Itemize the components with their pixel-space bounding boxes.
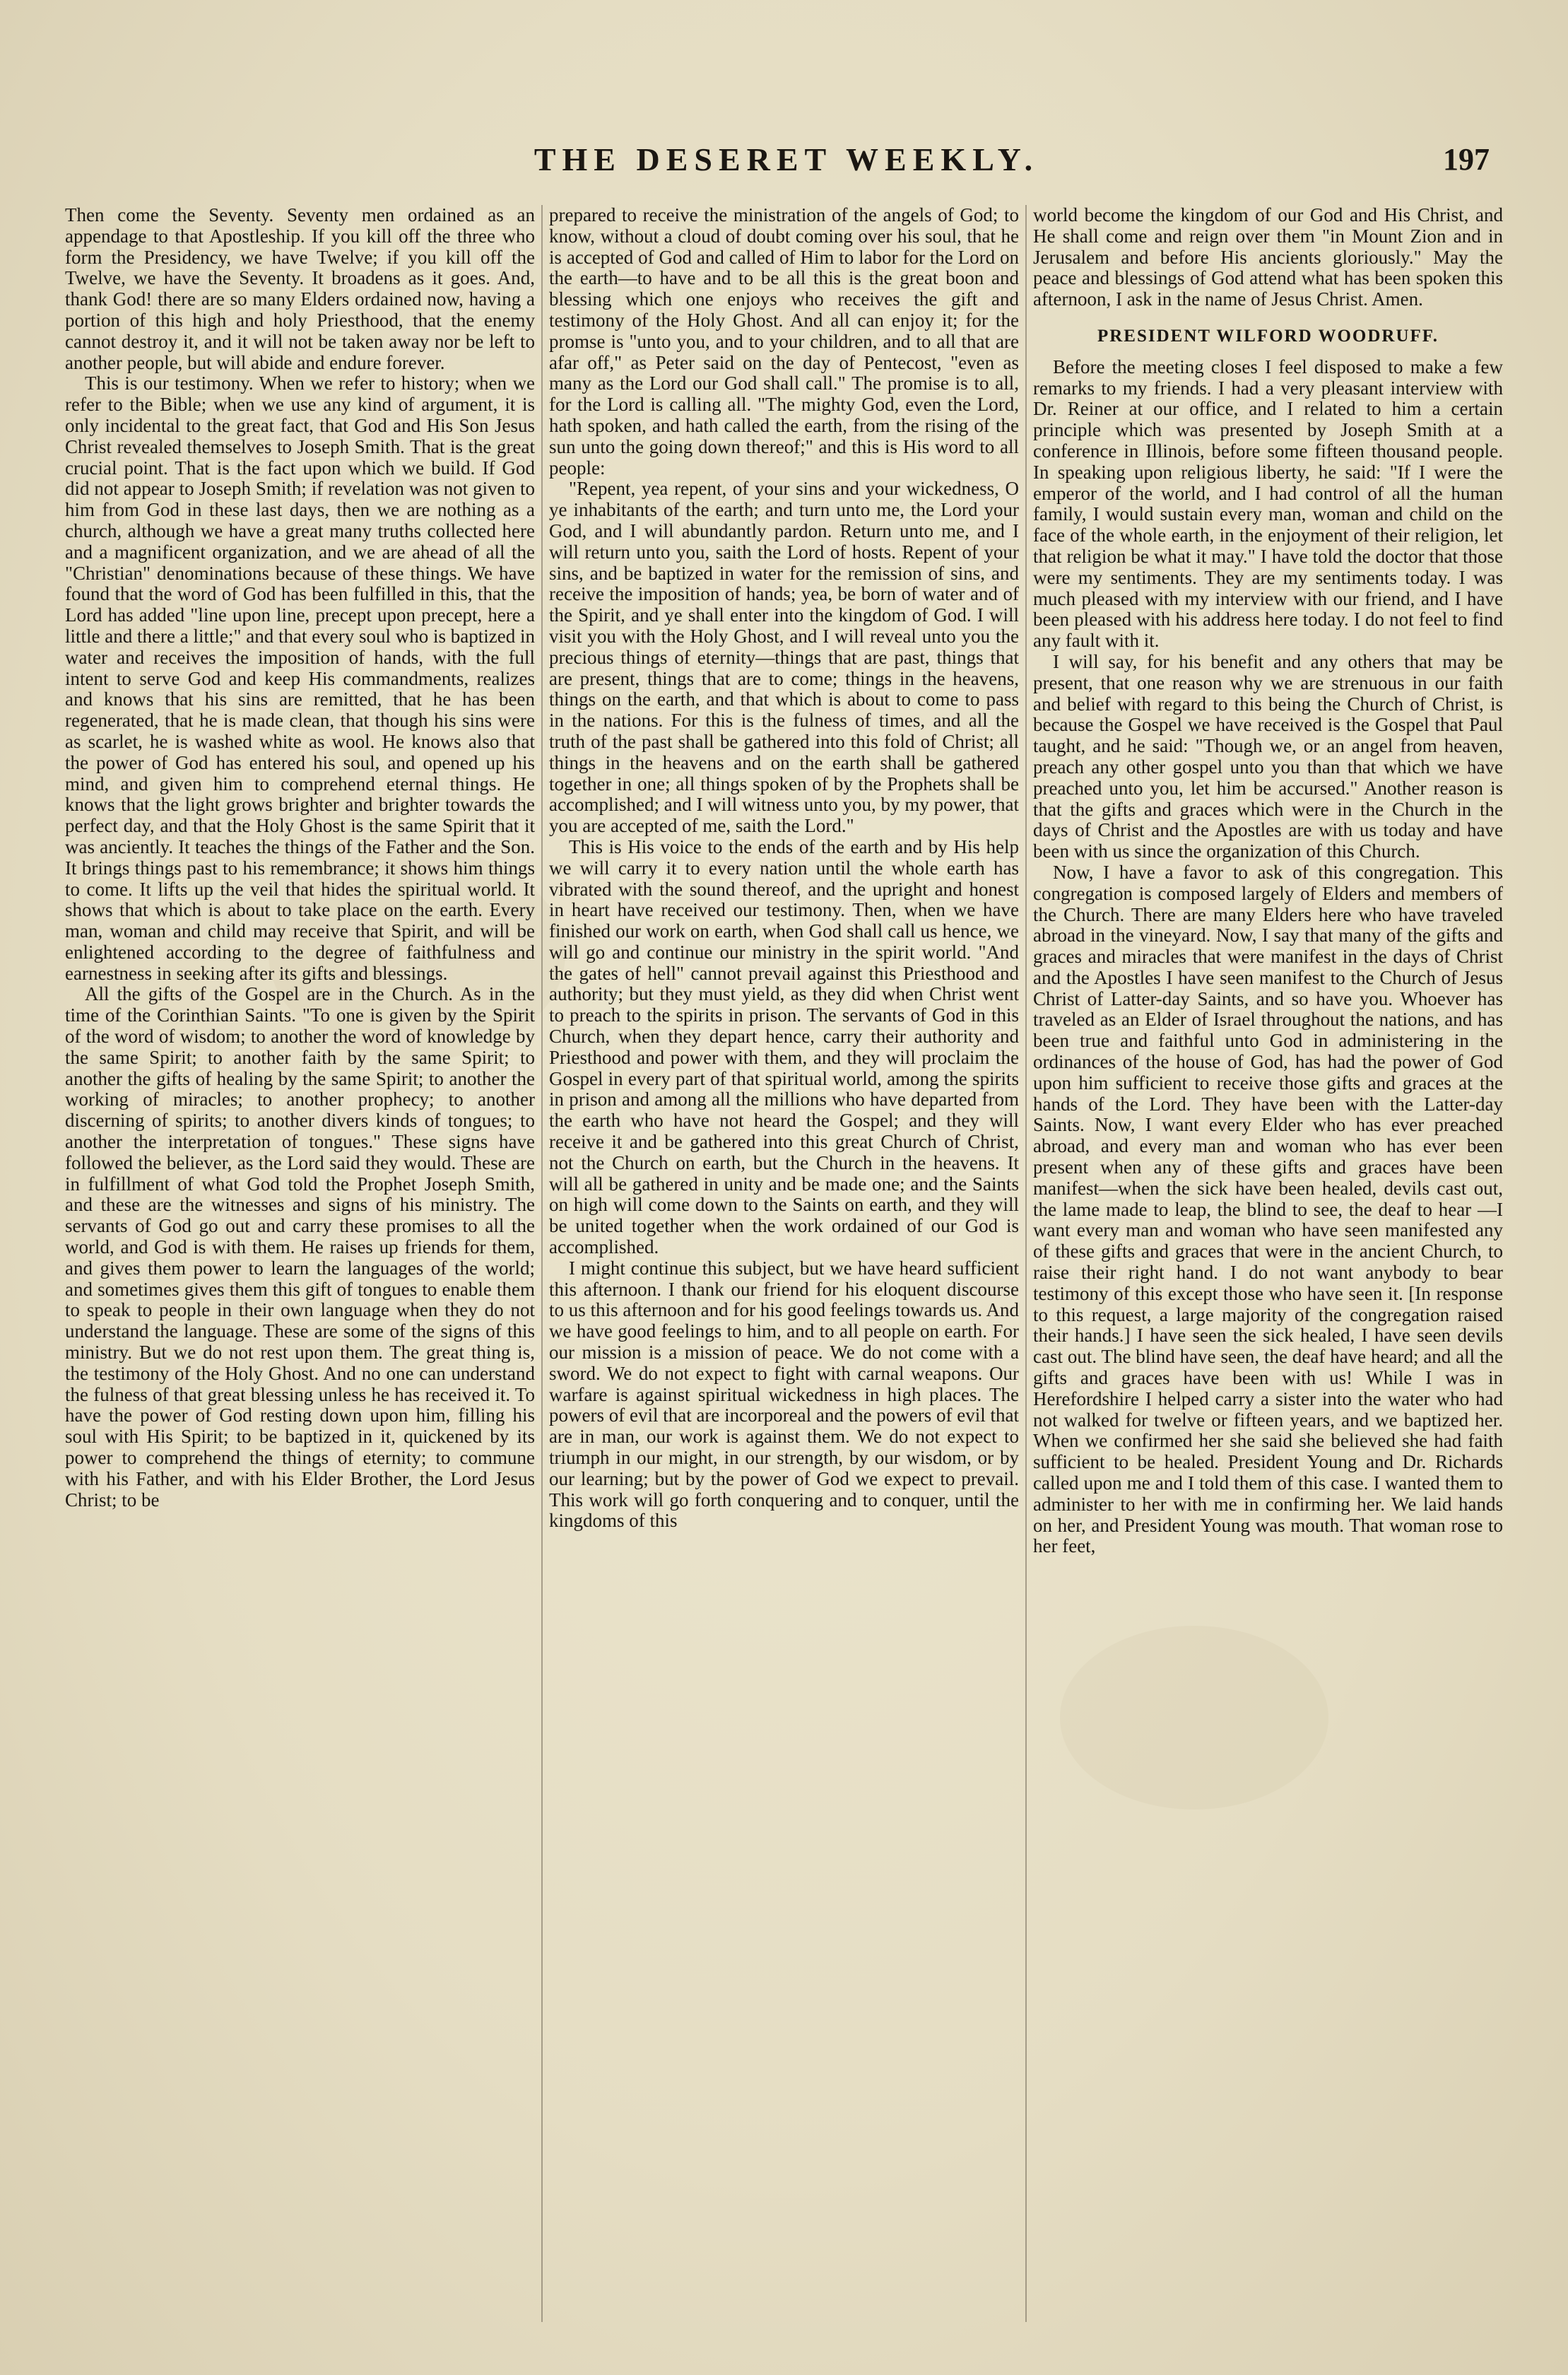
text-columns (65, 205, 1501, 2322)
paragraph: Then come the Seventy. Seventy men ordained as an appendage to that Apostleship. If you kill off the three who form the Presidency, we have Twelve; if you kill off the Twelve, we have the Seventy. It broadens as it goes. And, thank God! there are so many Elders ordained now, having a portion of this high and holy Priesthood, that the enemy cannot destroy it, and it will not be taken away nor be left to another people, but will abide and endure forever. (65, 205, 535, 373)
paragraph: Now, I have a favor to ask of this congregation. This congregation is composed largely of Elders and members of the Church. There are many Elders here who have traveled abroad in the vineyard. Now, I say that many of the gifts and graces and miracles that were manifest in the days of Christ and the Apostles I have seen manifest to the Church of Jesus Christ of Latter-day Saints, and so have you. Whoever has traveled as an Elder of Israel throughout the nations, and has been true and faithful unto God in administering in the ordinances of the house of God, has had the power of God upon him sufficient to receive those gifts and graces at the hands of the Lord. They have been with the Latter-day Saints. Now, I want every Elder who has ever preached abroad, and every man and woman who has ever been present when any of these gifts and graces have been manifest—when the sick have been healed, devils cast out, the lame made to leap, the blind to see, the deaf to hear —I want every man and woman who have seen manifested any of these gifts and graces that were in the ancient Church, to raise their right hand. I do not want anybody to bear testimony of this except those who have seen it. [In response to this request, a large majority of the congregation raised their hands.] I have seen the sick healed, I have seen devils cast out. The blind have seen, the deaf have heard; and all the gifts and graces have been with us! While I was in Herefordshire I helped carry a sister into the water who had not walked for twelve or fifteen years, and we baptized her. When we confirmed her she said she believed she had faith sufficient to be healed. President Young and Dr. Richards called upon me and I told them of this case. I wanted them to administer to her with me in confirming her. We laid hands on her, and President Young was mouth. That woman rose to her feet, (1033, 861, 1503, 1557)
section-heading: PRESIDENT WILFORD WOODRUFF. (1097, 326, 1439, 346)
paragraph: All the gifts of the Gospel are in the Church. As in the time of the Corinthian Saints. "To one is given by the Spirit of the word of wisdom; to another the word of knowledge by the same Spirit; to another faith by the same Spirit; to another the gifts of healing by the same Spirit; to another the working of miracles; to another prophecy; to another discerning of spirits; to another divers kinds of tongues; to another the interpretation of tongues." These signs have followed the believer, as the Lord said they would. These are in fulfillment of what God told the Prophet Joseph Smith, and these are the witnesses and signs of his ministry. The servants of God go out and carry these promises to all the world, and God is with them. He raises up friends for them, and gives them power to learn the languages of the world; and sometimes gives them this gift of tongues to enable them to speak to people in their own language when they do not understand the language. These are some of the signs of this ministry. But we do not rest upon them. The great thing is, the testimony of the Holy Ghost. And no one can understand the fulness of that great blessing unless he has received it. To have the power of God resting down upon him, filling his soul with His Spirit; to be baptized in it, quickened by its power to comprehend the things of eternity; to commune with his Father, and with his Elder Brother, the Lord Jesus Christ; to be (65, 983, 535, 1511)
masthead: THE DESERET WEEKLY. (534, 141, 1039, 177)
paragraph: I might continue this subject, but we have heard sufficient this afternoon. I thank our friend for his eloquent discourse to us this afternoon and for his good feelings towards us. And we have good feelings to him, and to all people on earth. For our mission is a mission of peace. We do not come with a sword. We do not expect to fight with carnal weapons. Our warfare is against spiritual wickedness in high places. The powers of evil that are incorporeal and the powers of evil that are in man, our work is against them. We do not expect to triumph in our might, in our strength, by our wisdom, or by our learning; but by the power of God we expect to prevail. This work will go forth conquering and to conquer, until the kingdoms of this (549, 1257, 1019, 1532)
paragraph: This is our testimony. When we refer to history; when we refer to the Bible; when we use any kind of argument, it is only incidental to the great fact, that God and His Son Jesus Christ revealed themselves to Joseph Smith. That is the great crucial point. That is the fact upon which we build. If God did not appear to Joseph Smith; if revelation was not given to him from God in these last days, then we are nothing as a church, although we have a great many truths collected here and a magnificent organization, and we are ahead of all the "Christian" denominations because of these things. We have found that the word of God has been fulfilled in this, that the Lord has added "line upon line, precept upon precept, here a little and there a little;" and that every soul who is baptized in water and receives the imposition of hands, with the full intent to serve God and keep His commandments, realizes and knows that his sins are remitted, that he has been regenerated, that he is made clean, that though his sins were as scarlet, he is washed white as wool. He knows also that the power of God has entered his soul, and opened up his mind, and given him to comprehend eternal things. He knows that the light grows brighter and brighter towards the perfect day, and that the Holy Ghost is the same Spirit that it was anciently. It teaches the things of the Father and the Son. It brings things past to his remembrance; it shows him things to come. It lifts up the veil that hides the spiritual world. It shows that which is about to take place on the earth. Every man, woman and child may receive that Spirit, and will be enlightened according to the degree of faithfulness and earnestness in seeking after its gifts and blessings. (65, 373, 535, 984)
column-rule (1025, 205, 1027, 2322)
paragraph: I will say, for his benefit and any others that may be present, that one reason why we are strenuous in our faith and belief with regard to this being the Church of Christ, is because the Gospel we have received is the Gospel that Paul taught, and he said: "Though we, or an angel from heaven, preach any other gospel unto you than that which we have preached unto you, let him be accursed." Another reason is that the gifts and graces which were in the Church in the days of Christ and the Apostles are with us today and have been with us since the organization of this Church. (1033, 650, 1503, 862)
column-rule (541, 205, 543, 2322)
paragraph: "Repent, yea repent, of your sins and your wickedness, O ye inhabitants of the earth; and turn unto me, the Lord your God, and I will abundantly pardon. Return unto me, and I will return unto you, saith the Lord of hosts. Repent of your sins, and be baptized in water for the remission of sins, and receive the imposition of hands; yea, be born of water and of the Spirit, and ye shall enter into the kingdom of God. I will visit you with the Holy Ghost, and I will reveal unto you the precious things of eternity—things that are past, things that are present, things that are to come; things in the heavens, things on the earth, and that which is about to come to pass in the nations. For this is the fulness of times, and all the truth of the past shall be gathered into this fold of Christ; all things in the heavens and on the earth shall be gathered together in one; all things spoken of by the Prophets shall be accomplished; and I will witness unto you, by my power, that you are accepted of me, saith the Lord." (549, 478, 1019, 837)
page-header (83, 139, 1490, 181)
column-2 (549, 205, 1019, 2322)
page-number: 197 (1443, 142, 1490, 177)
column-1 (65, 205, 535, 2322)
paragraph: Before the meeting closes I feel disposed to make a few remarks to my friends. I had a very pleasant interview with Dr. Reiner at our office, and I related to him a certain principle which was presented by Joseph Smith at a conference in Illinois, before some fifteen thousand people. In speaking upon religious liberty, he said: "If I were the emperor of the world, and I had control of all the human family, I would sustain every man, woman and child on the face of the whole earth, in the enjoyment of their religion, let that religion be what it may." I have told the doctor that those were my sentiments. They are my sentiments today. I was much pleased with my interview with our friend, and I have been pleased with his address here today. I do not feel to find any fault with it. (1033, 356, 1503, 652)
column-3 (1033, 205, 1503, 2322)
paragraph: world become the kingdom of our God and His Christ, and He shall come and reign over them "in Mount Zion and in Jerusalem and before His ancients gloriously." May the peace and blessings of God attend what has been spoken this afternoon, I ask in the name of Jesus Christ. Amen. (1033, 205, 1503, 310)
paragraph: This is His voice to the ends of the earth and by His help we will carry it to every nation until the whole earth has vibrated with the sound thereof, and the upright and honest in heart have received our testimony. Then, when we have finished our work on earth, when God shall call us hence, we will go and continue our ministry in the spirit world. "And the gates of hell" cannot prevail against this Priesthood and authority; but they must yield, as they did when Christ went to preach to the spirits in prison. The servants of God in this Church, when they depart hence, carry their authority and Priesthood and power with them, and they will proclaim the Gospel in every part of that spiritual world, among the spirits in prison and among all the millions who have departed from the earth who have not heard the Gospel; and they will receive it and be gathered into this great Church of Christ, not the Church on earth, but the Church in the heavens. It will all be gathered in unity and be made one; and the Saints on high will come down to the Saints on earth, and they will be united together when the work ordained of our God is accomplished. (549, 835, 1019, 1258)
paragraph: prepared to receive the ministration of the angels of God; to know, without a cloud of doubt coming over his soul, that he is accepted of God and called of Him to labor for the Lord on the earth—to have and to be all this is the great boon and blessing which one enjoys who receives the gift and testimony of the Holy Ghost. And all can enjoy it; for the promse is "unto you, and to your children, and to all that are afar off," as Peter said on the day of Pentecost, "even as many as the Lord our God shall call." The promise is to all, for the Lord is calling all. "The mighty God, even the Lord, hath spoken, and hath called the earth, from the rising of the sun unto the going down thereof;" and this is His word to all people: (549, 205, 1019, 479)
